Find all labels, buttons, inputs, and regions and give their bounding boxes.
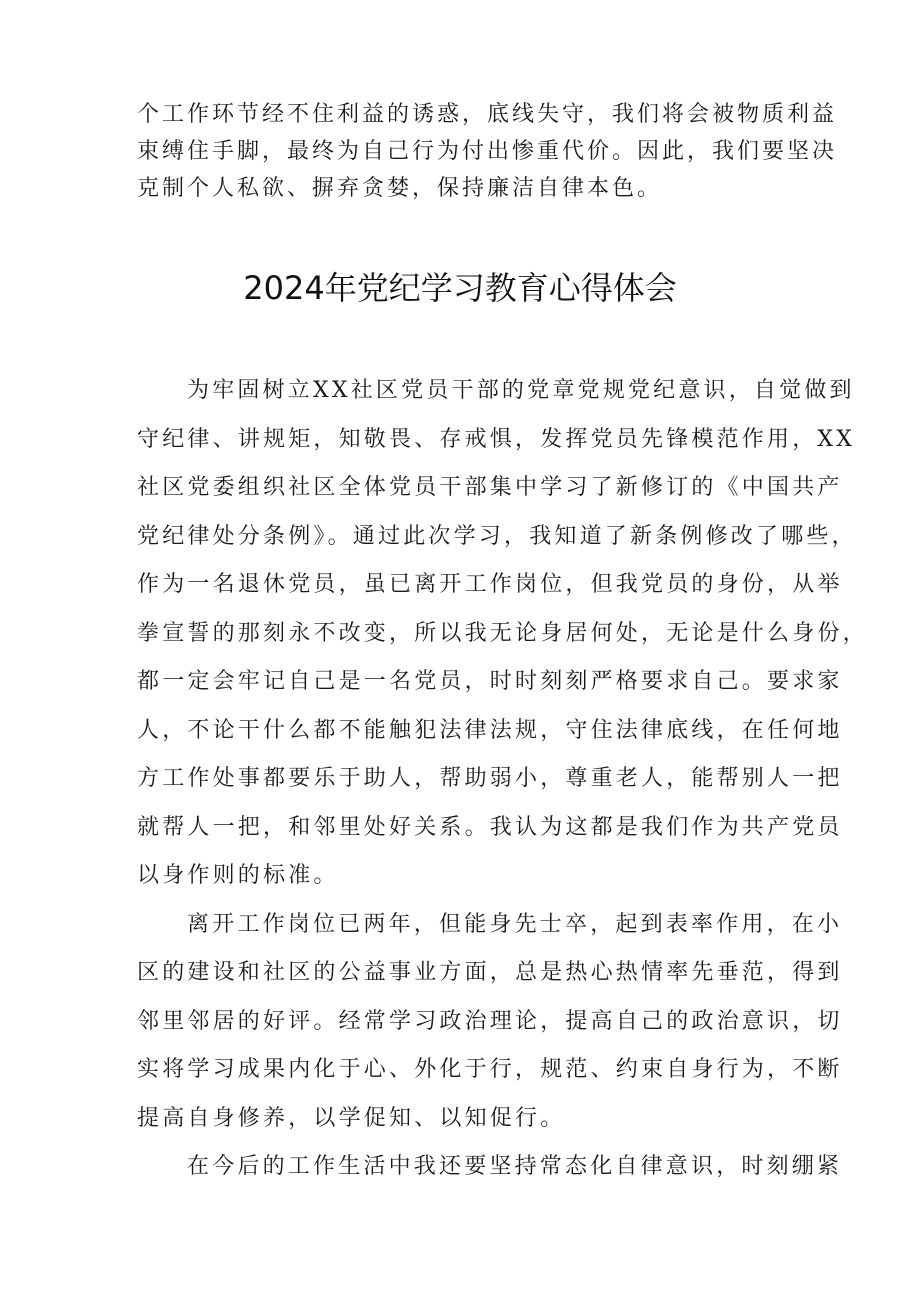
paragraph-line: 作为一名退休党员，虽已离开工作岗位，但我党员的身份，从举 bbox=[137, 572, 843, 597]
paragraph-line: 社区党委组织社区全体党员干部集中学习了新修订的《中国共产 bbox=[137, 475, 843, 500]
paragraph-line: 实将学习成果内化于心、外化于行，规范、约束自身行为，不断 bbox=[137, 1057, 843, 1082]
paragraph-line: 都一定会牢记自己是一名党员，时时刻刻严格要求自己。要求家 bbox=[137, 669, 843, 694]
continued-paragraph bbox=[137, 96, 838, 207]
paragraph-line: 为牢固树立XX社区党员干部的党章党规党纪意识，自觉做到 bbox=[187, 378, 855, 403]
paragraph-line: 方工作处事都要乐于助人，帮助弱小，尊重老人，能帮别人一把 bbox=[137, 766, 843, 791]
document-body bbox=[137, 367, 868, 1192]
paragraph-line: 提高自身修养，以学促知、以知促行。 bbox=[137, 1105, 566, 1131]
paragraph-line: 守纪律、讲规矩，知敬畏、存戒惧，发挥党员先锋模范作用，XX bbox=[137, 426, 856, 452]
document-title: 2024年党纪学习教育心得体会 bbox=[243, 269, 677, 307]
paragraph-line: 束缚住手脚，最终为自己行为付出惨重代价。因此，我们要坚决 bbox=[137, 139, 838, 164]
paragraph-line: 离开工作岗位已两年，但能身先士卒，起到表率作用，在小 bbox=[187, 911, 843, 937]
paragraph-line: 区的建设和社区的公益事业方面，总是热心热情率先垂范，得到 bbox=[137, 960, 843, 985]
paragraph-line: 邻里邻居的好评。经常学习政治理论，提高自己的政治意识，切 bbox=[137, 1008, 843, 1034]
paragraph-line: 就帮人一把，和邻里处好关系。我认为这都是我们作为共产党员 bbox=[137, 814, 843, 840]
paragraph-line: 以身作则的标准。 bbox=[137, 863, 339, 888]
paragraph-line: 个工作环节经不住利益的诱惑，底线失守，我们将会被物质利益 bbox=[137, 102, 838, 127]
paragraph-line: 党纪律处分条例》。通过此次学习，我知道了新条例修改了哪些， bbox=[137, 523, 857, 549]
paragraph-line: 人，不论干什么都不能触犯法律法规，守住法律底线，在任何地 bbox=[137, 717, 843, 743]
paragraph-line: 在今后的工作生活中我还要坚持常态化自律意识，时刻绷紧 bbox=[187, 1154, 843, 1179]
paragraph-line: 克制个人私欲、摒弃贪婪，保持廉洁自律本色。 bbox=[137, 176, 663, 201]
paragraph-line: 拳宣誓的那刻永不改变，所以我无论身居何处，无论是什么身份， bbox=[137, 620, 868, 646]
